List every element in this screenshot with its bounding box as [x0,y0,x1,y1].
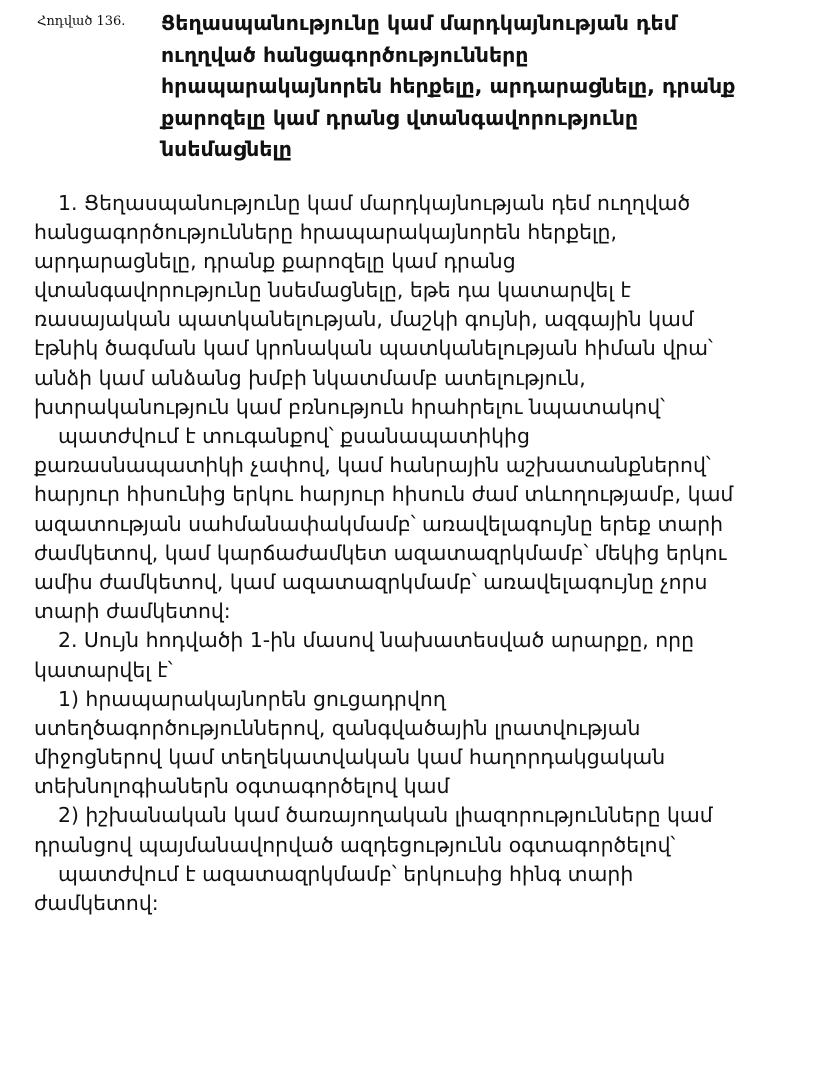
body-line: վտանգավորությունը նսեմացնելը, եթե դա կատարվել է [34,278,631,303]
body-line: ռասայական պատկանելության, մաշկի գույնի, ազգային կամ [34,307,694,332]
body-line: հանցագործությունները հրապարակայնորեն հերքելը, [34,219,617,244]
body-line: պատժվում է ազատազրկմամբ՝ երկուսից հինգ տարի [58,861,634,886]
body-line: տարի ժամկետով: [34,599,231,624]
body-line: արդարացնելը, դրանք քարոզելը կամ դրանց [34,248,516,273]
body-line: ամիս ժամկետով, կամ ազատազրկմամբ՝ առավելագույնը չորս [34,569,708,594]
body-line: ստեղծագործություններով, զանգվածային լրատվության [34,715,641,740]
body-line: ժամկետով: [34,891,159,915]
article-header [37,8,821,166]
body-line: ժամկետով, կամ կարճաժամկետ ազատազրկմամբ՝ մեկից երկու [34,540,727,565]
body-line: պատժվում է տուգանքով՝ քսանապատիկից [58,424,530,448]
body-line: 2) իշխանական կամ ծառայողական լիազորությունները կամ [58,803,713,828]
body-line: անձի կամ անձանց խմբի նկատմամբ ատելություն, [34,365,586,390]
body-line: հարյուր հիսունից երկու հարյուր հիսուն ժամ տևողությամբ, կամ [34,482,734,507]
body-line: քառասնապատիկի չափով, կամ հանրային աշխատանքներով՝ [34,453,711,478]
article-body [34,189,821,919]
article-title [161,8,755,166]
body-line: միջոցներով կամ տեղեկատվական կամ հաղորդակցական [34,745,666,770]
body-line: 2. Սույն հոդվածի 1-ին մասով նախատեսված արարքը, որը [58,628,695,653]
body-line: էթնիկ ծագման կամ կրոնական պատկանելության հիման վրա՝ [34,336,713,361]
article-title-line: հրապարակայնորեն հերքելը, արդարացնելը, դրանք [161,74,736,98]
body-line: 1) հրապարակայնորեն ցուցադրվող [58,686,446,711]
body-line: տեխնոլոգիաներն օգտագործելով կամ [34,774,450,799]
body-line: խտրականություն կամ բռնություն հրահրելու նպատակով՝ [34,394,665,419]
body-line: դրանցով պայմանավորված ազդեցությունն օգտագործելով՝ [34,832,676,857]
article-number-label: Հոդված 136. [37,14,126,29]
body-line: կատարվել է՝ [34,657,173,682]
body-line: 1. Ցեղասպանությունը կամ մարդկայնության դեմ ուղղված [58,190,691,215]
article-title-line: Ցեղասպանությունը կամ մարդկայնության դեմ [161,11,677,35]
article-title-line: քարոզելը կամ դրանց վտանգավորությունը [161,105,639,130]
article-title-line: նսեմացնելը [161,137,292,161]
body-line: ազատության սահմանափակմամբ՝ առավելագույնը երեք տարի [34,511,724,536]
article-title-line: ուղղված հանցագործությունները [161,42,529,67]
